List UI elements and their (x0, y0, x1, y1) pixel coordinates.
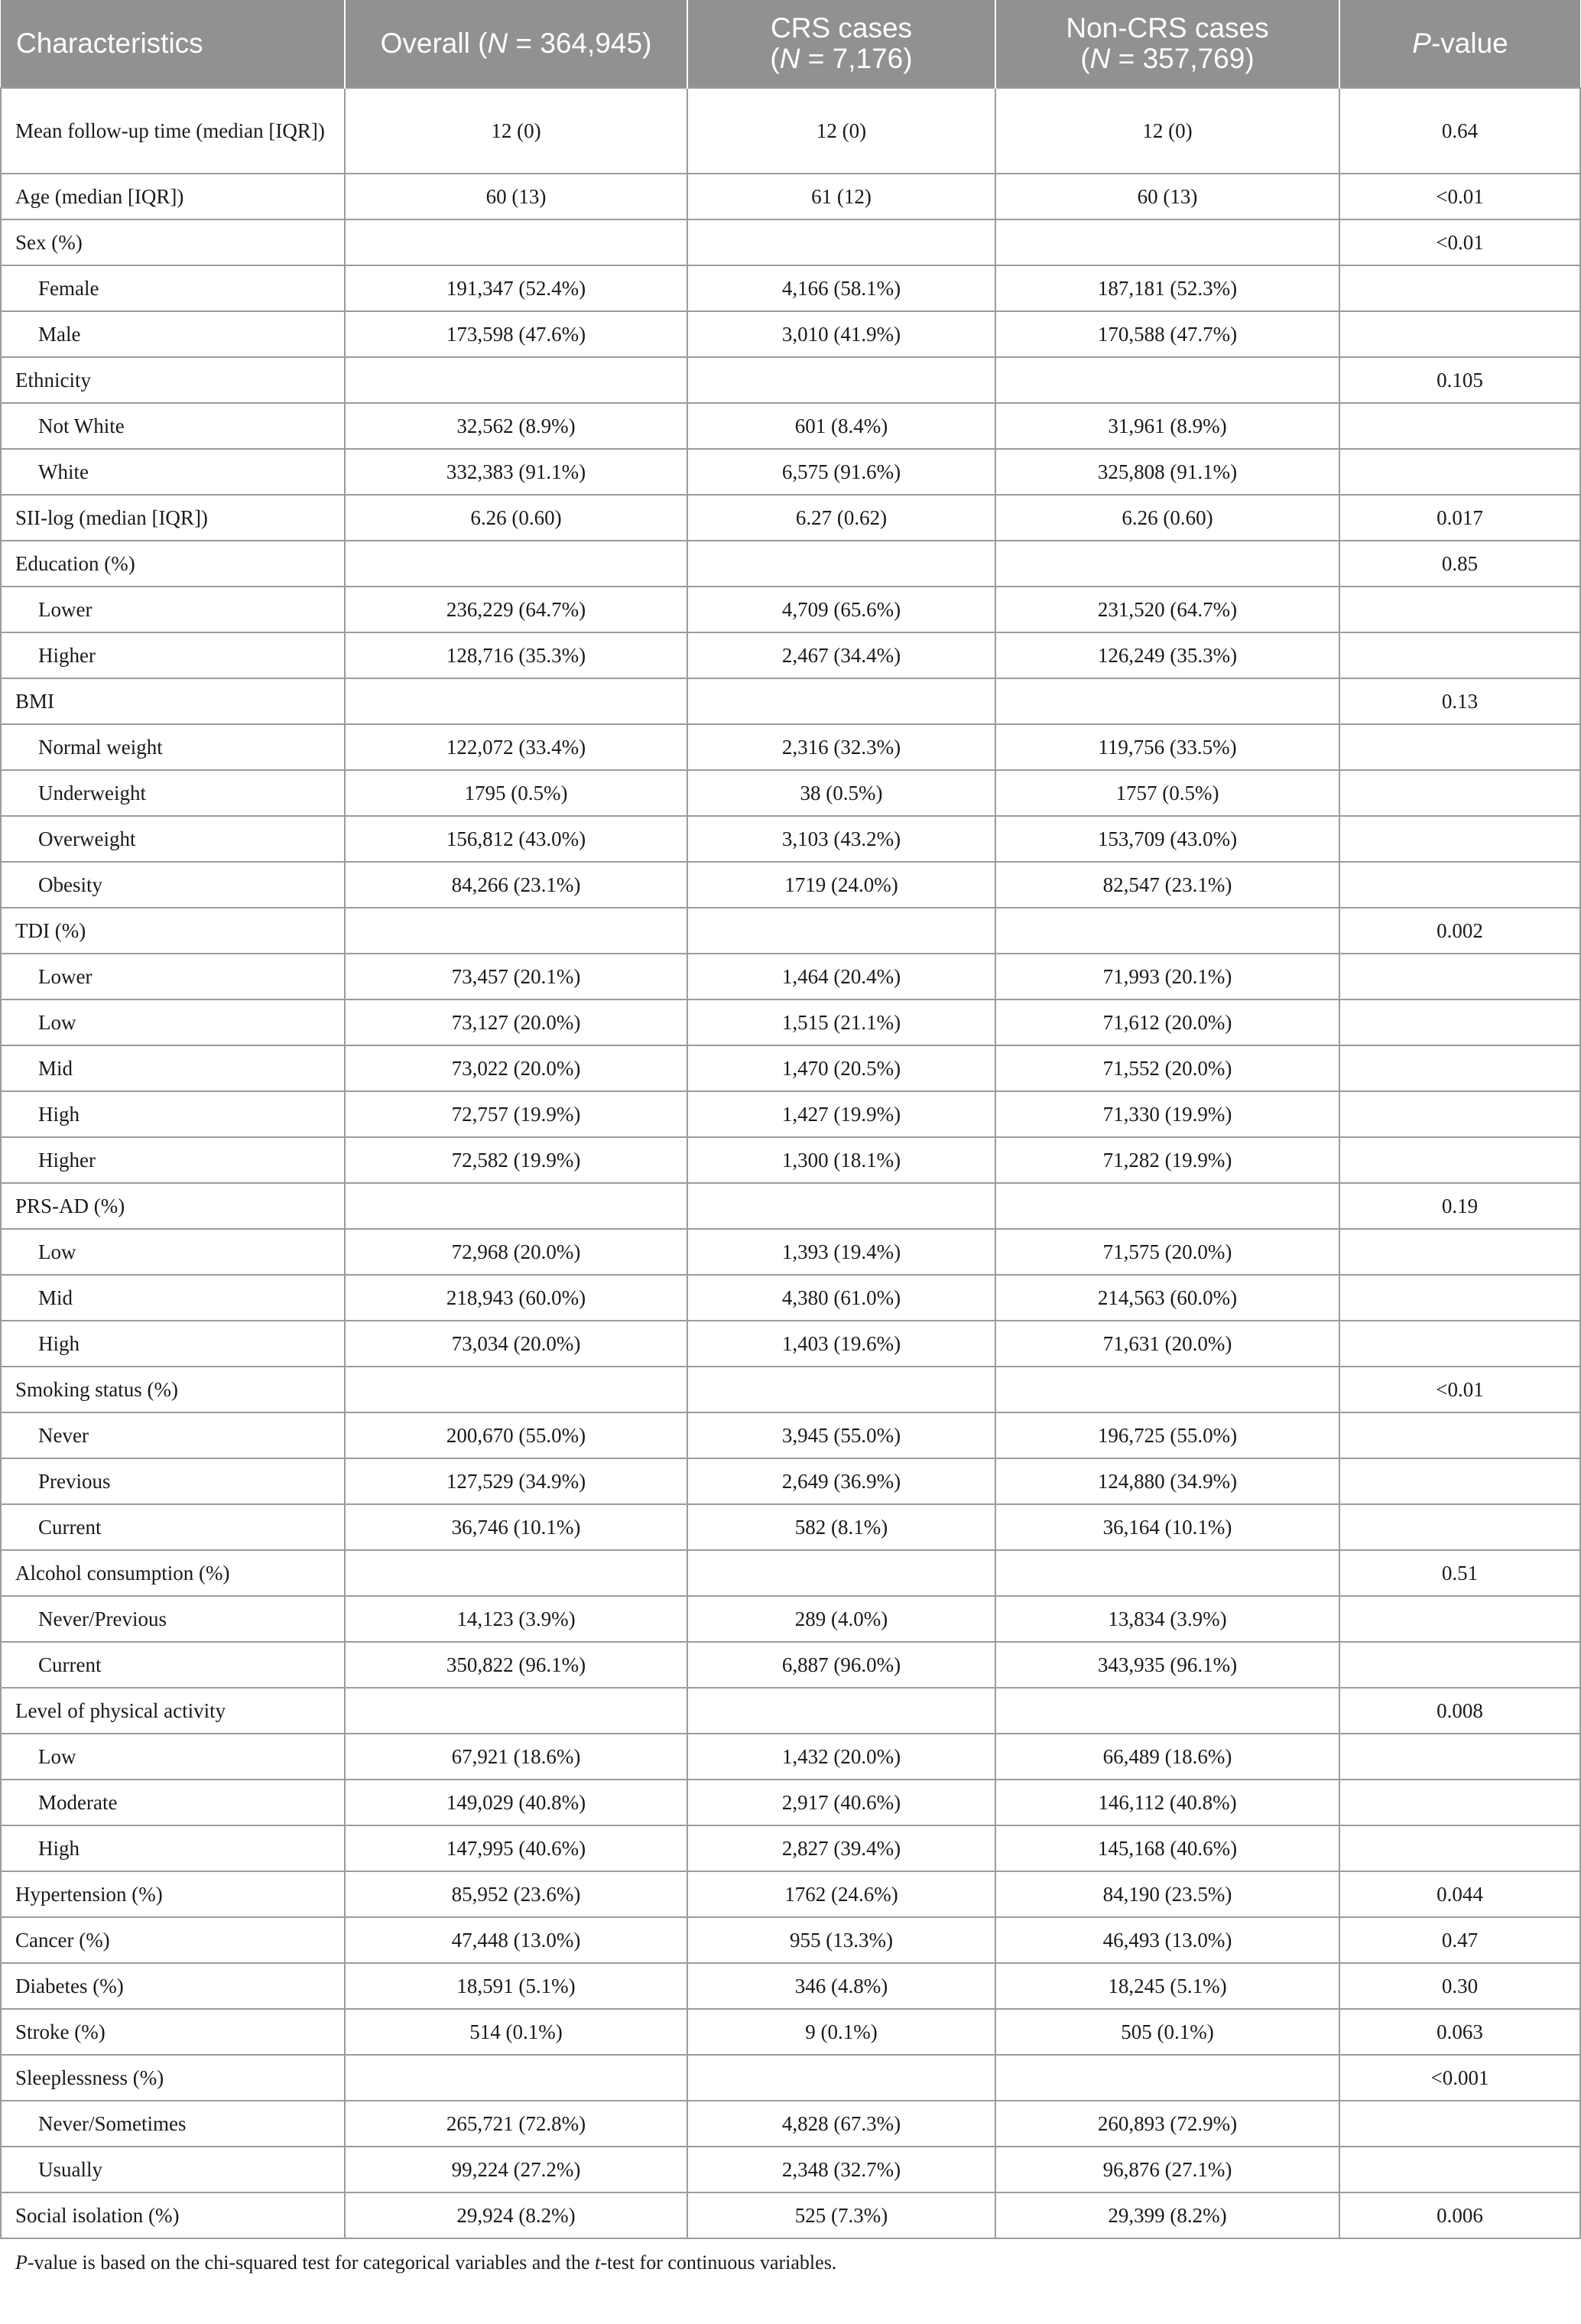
cell-crs-cases (687, 678, 995, 724)
row-label: High (1, 1091, 345, 1137)
cell-crs-cases: 582 (8.1%) (687, 1504, 995, 1550)
table-row (1, 2055, 1580, 2101)
table-row (1, 541, 1580, 587)
cell-crs-cases: 6,575 (91.6%) (687, 449, 995, 495)
cell-crs-cases (687, 541, 995, 587)
cell-p-value (1339, 1734, 1580, 1780)
cell-non-crs-cases: 196,725 (55.0%) (995, 1412, 1339, 1458)
cell-overall: 73,034 (20.0%) (345, 1321, 687, 1367)
cell-overall: 122,072 (33.4%) (345, 724, 687, 770)
row-label: Ethnicity (1, 357, 345, 403)
cell-p-value (1339, 770, 1580, 816)
cell-crs-cases (687, 219, 995, 265)
cell-p-value (1339, 1275, 1580, 1321)
cell-p-value: 0.30 (1339, 1963, 1580, 2009)
cell-crs-cases (687, 357, 995, 403)
cell-overall (345, 1550, 687, 1596)
table-footnote: P-value is based on the chi-squared test for categorical variables and the t-test for continuous variables. (15, 2251, 837, 2274)
table-row (1, 2147, 1580, 2192)
cell-non-crs-cases (995, 678, 1339, 724)
row-label: Stroke (%) (1, 2009, 345, 2055)
cell-crs-cases: 61 (12) (687, 174, 995, 219)
row-label: Lower (1, 587, 345, 632)
cell-overall (345, 678, 687, 724)
cell-p-value (1339, 632, 1580, 678)
cell-overall: 18,591 (5.1%) (345, 1963, 687, 2009)
table-row (1, 1596, 1580, 1642)
cell-overall: 514 (0.1%) (345, 2009, 687, 2055)
row-label: Sleeplessness (%) (1, 2055, 345, 2101)
cell-non-crs-cases: 325,808 (91.1%) (995, 449, 1339, 495)
cell-non-crs-cases: 146,112 (40.8%) (995, 1780, 1339, 1825)
header-row (1, 0, 1580, 88)
table-row (1, 632, 1580, 678)
table-row (1, 1137, 1580, 1183)
cell-overall: 73,022 (20.0%) (345, 1045, 687, 1091)
cell-overall: 67,921 (18.6%) (345, 1734, 687, 1780)
table-row (1, 678, 1580, 724)
cell-p-value: 0.51 (1339, 1550, 1580, 1596)
row-label: Obesity (1, 862, 345, 908)
table-row (1, 908, 1580, 954)
cell-p-value (1339, 311, 1580, 357)
row-label: Low (1, 999, 345, 1045)
cell-overall: 85,952 (23.6%) (345, 1871, 687, 1917)
cell-crs-cases: 525 (7.3%) (687, 2192, 995, 2238)
table-row (1, 862, 1580, 908)
row-label: Normal weight (1, 724, 345, 770)
cell-non-crs-cases: 66,489 (18.6%) (995, 1734, 1339, 1780)
cell-p-value: <0.001 (1339, 2055, 1580, 2101)
cell-crs-cases: 1,427 (19.9%) (687, 1091, 995, 1137)
row-label: Higher (1, 1137, 345, 1183)
cell-overall: 73,457 (20.1%) (345, 954, 687, 999)
cell-overall (345, 908, 687, 954)
row-label: Lower (1, 954, 345, 999)
cell-non-crs-cases: 71,612 (20.0%) (995, 999, 1339, 1045)
row-label: Education (%) (1, 541, 345, 587)
cell-non-crs-cases: 71,552 (20.0%) (995, 1045, 1339, 1091)
table-header (1, 0, 1580, 88)
cell-crs-cases: 1719 (24.0%) (687, 862, 995, 908)
cell-crs-cases: 4,709 (65.6%) (687, 587, 995, 632)
row-label: Hypertension (%) (1, 1871, 345, 1917)
cell-p-value (1339, 1137, 1580, 1183)
cell-overall: 73,127 (20.0%) (345, 999, 687, 1045)
cell-crs-cases: 1,403 (19.6%) (687, 1321, 995, 1367)
table-row (1, 1412, 1580, 1458)
row-label: Age (median [IQR]) (1, 174, 345, 219)
cell-p-value (1339, 724, 1580, 770)
table-row (1, 1963, 1580, 2009)
cell-crs-cases (687, 1183, 995, 1229)
cell-p-value: 0.044 (1339, 1871, 1580, 1917)
table-row (1, 311, 1580, 357)
cell-crs-cases: 1,464 (20.4%) (687, 954, 995, 999)
cell-overall (345, 357, 687, 403)
row-label: SII-log (median [IQR]) (1, 495, 345, 541)
cell-p-value (1339, 1780, 1580, 1825)
table-row (1, 357, 1580, 403)
cell-non-crs-cases: 71,575 (20.0%) (995, 1229, 1339, 1275)
cell-non-crs-cases: 36,164 (10.1%) (995, 1504, 1339, 1550)
cell-p-value: 0.85 (1339, 541, 1580, 587)
cell-crs-cases: 4,166 (58.1%) (687, 265, 995, 311)
cell-p-value: 0.008 (1339, 1688, 1580, 1734)
cell-crs-cases: 3,945 (55.0%) (687, 1412, 995, 1458)
cell-non-crs-cases (995, 1367, 1339, 1412)
cell-non-crs-cases: 119,756 (33.5%) (995, 724, 1339, 770)
row-label: Mid (1, 1045, 345, 1091)
table-row (1, 219, 1580, 265)
cell-p-value: <0.01 (1339, 1367, 1580, 1412)
cell-non-crs-cases: 126,249 (35.3%) (995, 632, 1339, 678)
row-label: Not White (1, 403, 345, 449)
cell-overall (345, 541, 687, 587)
row-label: Never/Previous (1, 1596, 345, 1642)
cell-non-crs-cases: 231,520 (64.7%) (995, 587, 1339, 632)
header-p-value: P-value (1339, 0, 1580, 88)
cell-non-crs-cases (995, 1183, 1339, 1229)
table-row (1, 403, 1580, 449)
cell-non-crs-cases: 343,935 (96.1%) (995, 1642, 1339, 1688)
cell-non-crs-cases: 18,245 (5.1%) (995, 1963, 1339, 2009)
cell-p-value: 0.64 (1339, 88, 1580, 174)
cell-crs-cases: 6.27 (0.62) (687, 495, 995, 541)
table-row (1, 174, 1580, 219)
cell-crs-cases: 6,887 (96.0%) (687, 1642, 995, 1688)
cell-crs-cases (687, 1550, 995, 1596)
table-row (1, 495, 1580, 541)
cell-p-value: <0.01 (1339, 219, 1580, 265)
cell-overall: 14,123 (3.9%) (345, 1596, 687, 1642)
table-row (1, 724, 1580, 770)
cell-overall: 149,029 (40.8%) (345, 1780, 687, 1825)
table-row (1, 1688, 1580, 1734)
cell-p-value: <0.01 (1339, 174, 1580, 219)
cell-overall: 191,347 (52.4%) (345, 265, 687, 311)
cell-p-value (1339, 1412, 1580, 1458)
cell-overall: 84,266 (23.1%) (345, 862, 687, 908)
cell-overall: 200,670 (55.0%) (345, 1412, 687, 1458)
cell-crs-cases: 1,432 (20.0%) (687, 1734, 995, 1780)
cell-overall (345, 2055, 687, 2101)
cell-overall: 72,757 (19.9%) (345, 1091, 687, 1137)
cell-overall (345, 1367, 687, 1412)
row-label: Level of physical activity (1, 1688, 345, 1734)
cell-p-value: 0.063 (1339, 2009, 1580, 2055)
cell-non-crs-cases: 84,190 (23.5%) (995, 1871, 1339, 1917)
header-characteristics: Characteristics (1, 0, 345, 88)
cell-non-crs-cases: 505 (0.1%) (995, 2009, 1339, 2055)
cell-p-value (1339, 1825, 1580, 1871)
cell-non-crs-cases: 260,893 (72.9%) (995, 2101, 1339, 2147)
cell-overall: 147,995 (40.6%) (345, 1825, 687, 1871)
cell-p-value (1339, 1229, 1580, 1275)
cell-p-value: 0.105 (1339, 357, 1580, 403)
row-label: Previous (1, 1458, 345, 1504)
cell-p-value: 0.47 (1339, 1917, 1580, 1963)
row-label: BMI (1, 678, 345, 724)
table-row (1, 1229, 1580, 1275)
row-label: Moderate (1, 1780, 345, 1825)
cell-overall (345, 1688, 687, 1734)
cell-crs-cases: 3,103 (43.2%) (687, 816, 995, 862)
cell-crs-cases (687, 908, 995, 954)
cell-non-crs-cases (995, 2055, 1339, 2101)
table-row (1, 1780, 1580, 1825)
cell-non-crs-cases: 71,282 (19.9%) (995, 1137, 1339, 1183)
row-label: TDI (%) (1, 908, 345, 954)
cell-crs-cases: 1762 (24.6%) (687, 1871, 995, 1917)
cell-crs-cases: 2,649 (36.9%) (687, 1458, 995, 1504)
header-crs-cases: CRS cases (N = 7,176) (687, 0, 995, 88)
cell-p-value: 0.006 (1339, 2192, 1580, 2238)
cell-crs-cases: 9 (0.1%) (687, 2009, 995, 2055)
cell-non-crs-cases: 96,876 (27.1%) (995, 2147, 1339, 2192)
cell-crs-cases: 2,316 (32.3%) (687, 724, 995, 770)
table-row (1, 1871, 1580, 1917)
cell-overall: 32,562 (8.9%) (345, 403, 687, 449)
cell-p-value (1339, 1321, 1580, 1367)
table-row (1, 816, 1580, 862)
row-label: Diabetes (%) (1, 1963, 345, 2009)
table-row (1, 88, 1580, 174)
cell-overall: 36,746 (10.1%) (345, 1504, 687, 1550)
cell-overall: 29,924 (8.2%) (345, 2192, 687, 2238)
cell-overall: 236,229 (64.7%) (345, 587, 687, 632)
cell-non-crs-cases: 71,631 (20.0%) (995, 1321, 1339, 1367)
cell-p-value: 0.19 (1339, 1183, 1580, 1229)
cell-overall (345, 1183, 687, 1229)
table-row (1, 1825, 1580, 1871)
cell-overall: 1795 (0.5%) (345, 770, 687, 816)
cell-non-crs-cases: 6.26 (0.60) (995, 495, 1339, 541)
table-row (1, 954, 1580, 999)
cell-crs-cases (687, 1688, 995, 1734)
table-row (1, 1367, 1580, 1412)
cell-crs-cases: 601 (8.4%) (687, 403, 995, 449)
row-label: Smoking status (%) (1, 1367, 345, 1412)
cell-p-value (1339, 449, 1580, 495)
table-row (1, 1458, 1580, 1504)
cell-overall: 99,224 (27.2%) (345, 2147, 687, 2192)
cell-overall: 47,448 (13.0%) (345, 1917, 687, 1963)
cell-crs-cases: 4,380 (61.0%) (687, 1275, 995, 1321)
table-row (1, 265, 1580, 311)
table-row (1, 1045, 1580, 1091)
cell-overall: 72,968 (20.0%) (345, 1229, 687, 1275)
cell-non-crs-cases: 31,961 (8.9%) (995, 403, 1339, 449)
cell-crs-cases: 2,348 (32.7%) (687, 2147, 995, 2192)
table-row (1, 1642, 1580, 1688)
cell-non-crs-cases: 71,993 (20.1%) (995, 954, 1339, 999)
row-label: High (1, 1825, 345, 1871)
table-row (1, 587, 1580, 632)
table-row (1, 1183, 1580, 1229)
table-row (1, 1504, 1580, 1550)
row-label: Never (1, 1412, 345, 1458)
cell-overall: 156,812 (43.0%) (345, 816, 687, 862)
cell-overall: 6.26 (0.60) (345, 495, 687, 541)
cell-non-crs-cases: 12 (0) (995, 88, 1339, 174)
cell-p-value (1339, 1504, 1580, 1550)
table-row (1, 2101, 1580, 2147)
cell-p-value: 0.002 (1339, 908, 1580, 954)
cell-p-value (1339, 1458, 1580, 1504)
cell-non-crs-cases (995, 541, 1339, 587)
cell-p-value (1339, 1642, 1580, 1688)
table-row (1, 2192, 1580, 2238)
cell-non-crs-cases: 170,588 (47.7%) (995, 311, 1339, 357)
row-label: PRS-AD (%) (1, 1183, 345, 1229)
cell-non-crs-cases (995, 1688, 1339, 1734)
row-label: Cancer (%) (1, 1917, 345, 1963)
row-label: Higher (1, 632, 345, 678)
cell-non-crs-cases: 187,181 (52.3%) (995, 265, 1339, 311)
cell-crs-cases: 1,393 (19.4%) (687, 1229, 995, 1275)
cell-crs-cases: 2,827 (39.4%) (687, 1825, 995, 1871)
table-row (1, 1917, 1580, 1963)
cell-crs-cases: 289 (4.0%) (687, 1596, 995, 1642)
cell-p-value (1339, 1091, 1580, 1137)
cell-overall: 12 (0) (345, 88, 687, 174)
table-row (1, 2009, 1580, 2055)
cell-p-value (1339, 265, 1580, 311)
row-label: Current (1, 1642, 345, 1688)
cell-p-value (1339, 587, 1580, 632)
table-row (1, 1091, 1580, 1137)
cell-non-crs-cases: 46,493 (13.0%) (995, 1917, 1339, 1963)
cell-p-value (1339, 816, 1580, 862)
row-label: White (1, 449, 345, 495)
cell-p-value (1339, 2101, 1580, 2147)
cell-non-crs-cases (995, 908, 1339, 954)
row-label: Sex (%) (1, 219, 345, 265)
row-label: Male (1, 311, 345, 357)
header-non-crs-cases: Non-CRS cases (N = 357,769) (995, 0, 1339, 88)
cell-p-value: 0.13 (1339, 678, 1580, 724)
cell-overall: 173,598 (47.6%) (345, 311, 687, 357)
cell-crs-cases: 2,917 (40.6%) (687, 1780, 995, 1825)
table-row (1, 770, 1580, 816)
cell-non-crs-cases: 60 (13) (995, 174, 1339, 219)
cell-non-crs-cases (995, 357, 1339, 403)
cell-non-crs-cases: 82,547 (23.1%) (995, 862, 1339, 908)
cell-non-crs-cases: 1757 (0.5%) (995, 770, 1339, 816)
table-row (1, 449, 1580, 495)
row-label: Social isolation (%) (1, 2192, 345, 2238)
cell-crs-cases: 955 (13.3%) (687, 1917, 995, 1963)
cell-overall: 72,582 (19.9%) (345, 1137, 687, 1183)
cell-non-crs-cases (995, 219, 1339, 265)
row-label: Usually (1, 2147, 345, 2192)
cell-p-value (1339, 403, 1580, 449)
cell-p-value (1339, 1596, 1580, 1642)
cell-crs-cases (687, 1367, 995, 1412)
row-label: Mean follow-up time (median [IQR]) (1, 88, 345, 174)
row-label: Mid (1, 1275, 345, 1321)
cell-crs-cases: 1,300 (18.1%) (687, 1137, 995, 1183)
cell-crs-cases: 3,010 (41.9%) (687, 311, 995, 357)
cell-crs-cases: 12 (0) (687, 88, 995, 174)
table-row (1, 1321, 1580, 1367)
cell-non-crs-cases: 71,330 (19.9%) (995, 1091, 1339, 1137)
cell-overall: 128,716 (35.3%) (345, 632, 687, 678)
cell-p-value (1339, 862, 1580, 908)
row-label: Low (1, 1734, 345, 1780)
cell-overall: 218,943 (60.0%) (345, 1275, 687, 1321)
cell-non-crs-cases: 153,709 (43.0%) (995, 816, 1339, 862)
cell-overall: 265,721 (72.8%) (345, 2101, 687, 2147)
cell-non-crs-cases (995, 1550, 1339, 1596)
cell-crs-cases: 38 (0.5%) (687, 770, 995, 816)
cell-crs-cases: 1,515 (21.1%) (687, 999, 995, 1045)
row-label: Female (1, 265, 345, 311)
cell-p-value: 0.017 (1339, 495, 1580, 541)
row-label: Low (1, 1229, 345, 1275)
table-row (1, 1734, 1580, 1780)
table-row (1, 999, 1580, 1045)
cell-non-crs-cases: 214,563 (60.0%) (995, 1275, 1339, 1321)
row-label: Overweight (1, 816, 345, 862)
cell-non-crs-cases: 29,399 (8.2%) (995, 2192, 1339, 2238)
cell-overall: 350,822 (96.1%) (345, 1642, 687, 1688)
cell-crs-cases: 2,467 (34.4%) (687, 632, 995, 678)
cell-overall: 60 (13) (345, 174, 687, 219)
cell-crs-cases: 4,828 (67.3%) (687, 2101, 995, 2147)
cell-p-value (1339, 999, 1580, 1045)
cell-non-crs-cases: 145,168 (40.6%) (995, 1825, 1339, 1871)
cell-crs-cases (687, 2055, 995, 2101)
cell-p-value (1339, 1045, 1580, 1091)
cell-overall (345, 219, 687, 265)
cell-non-crs-cases: 124,880 (34.9%) (995, 1458, 1339, 1504)
row-label: Never/Sometimes (1, 2101, 345, 2147)
cell-overall: 332,383 (91.1%) (345, 449, 687, 495)
row-label: Underweight (1, 770, 345, 816)
cell-p-value (1339, 954, 1580, 999)
header-overall: Overall (N = 364,945) (345, 0, 687, 88)
row-label: High (1, 1321, 345, 1367)
cell-p-value (1339, 2147, 1580, 2192)
cell-crs-cases: 1,470 (20.5%) (687, 1045, 995, 1091)
cell-crs-cases: 346 (4.8%) (687, 1963, 995, 2009)
cell-overall: 127,529 (34.9%) (345, 1458, 687, 1504)
row-label: Alcohol consumption (%) (1, 1550, 345, 1596)
table-row (1, 1275, 1580, 1321)
cell-non-crs-cases: 13,834 (3.9%) (995, 1596, 1339, 1642)
table-body (1, 88, 1580, 2238)
table-row (1, 1550, 1580, 1596)
row-label: Current (1, 1504, 345, 1550)
